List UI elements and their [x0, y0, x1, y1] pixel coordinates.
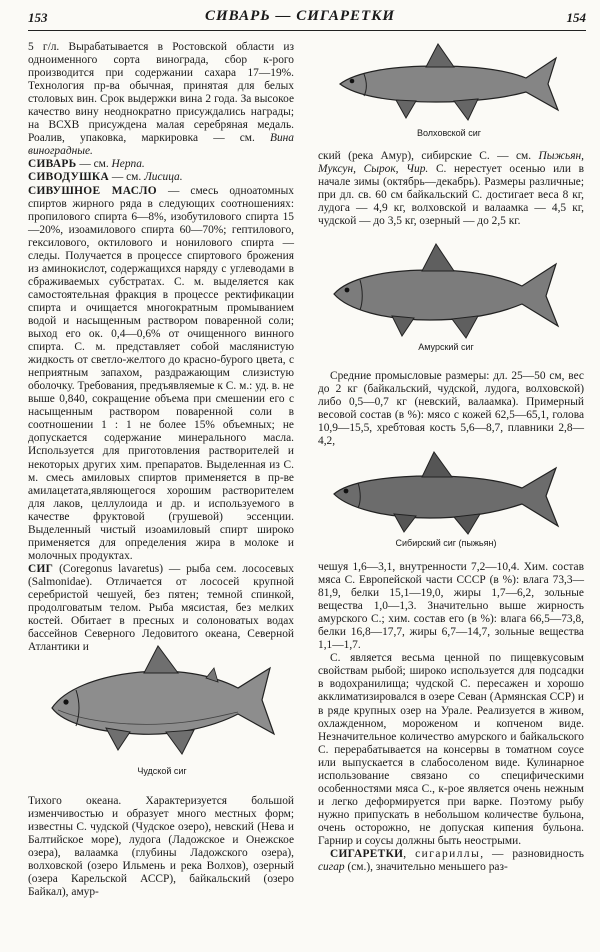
left-column-bottom [28, 795, 294, 899]
entry-sivushnoe-maslo: СИВУШНОЕ МАСЛО — смесь одноатомных спиртов жирного ряда в следующих соотношениях: пропилового спирта 6—8%, изобутилового спирта 15—20%, изоамилового спирта 60—70%; гептилового, гексилового, октилового и нонилового спирта — следы. Получается в процессе спиртового брожения из аминокислот, содержащихся наряду с углеводами в сбраживаемых субстратах. С. м. выделяется как самостоятельная фракция в процессе ректификации спирта и очищается многократным промыванием водой и насыщенным раствором поваренной соли; выход его ок. 0,4—0,6% от очищенного винного спирта. С. м. представляет собой маслянистую жидкость от светло-желтого до красно-бурого цвета, с неприятным запахом, раздражающим слизистую оболочку. Требования, предъявляемые к С. м.: уд. в. не выше 0,840, сокращение объема при смешении его с насыщенным раствором поваренной соли в соотношении 1 : 1 не более 15% объемных; не допускается содержание минерального масла. Используется для приготовления растворителей и некоторых других хим. препаратов. Выделенная из С. м. смесь амиловых спиртов применяется в пр-ве амилацетата,являющегося хорошим растворителем для лаков, целлулоида и др. и используемого в качестве фруктовой (грушевой) эссенции. Выделенный чистый изоамиловый спирт широко применяется для определения жира в молоке и молочных продуктах. [28, 184, 294, 562]
entry-continuation: 5 г/л. Вырабатывается в Ростовской области из одноименного сорта винограда, сбор к-рого производится при содержании сахара 17—19%. Технология пр-ва обычная, принятая для белых столовых вин. Срок выдержки вина 2 года. За высокое качество вину неоднократно присуждались награды; на ВСХВ присуждена малая серебряная медаль. Роалив, упаковка, маркировка — см. Вина виноградные. [28, 41, 294, 158]
entry-sig-continued: Тихого океана. Характеризуется большой изменчивостью и образует много местных форм; известны С. чудской (Чудское озеро), невский (Нева и Балтийское море), лудога (Ладожское и Онежское озера), валаамка (глубины Ладожского озера), волховской (озеро Ильмень и река Волхов), озерный (озера Карельской АССР), байкальский (озеро Байкал), амур- [28, 795, 294, 899]
running-title: СИВАРЬ — СИГАРЕТКИ [204, 8, 396, 24]
right-column-text-2 [318, 370, 584, 448]
figure-caption-volkhovskoy: Волховской сиг [416, 128, 482, 138]
entry-sig: СИГ (Coregonus lavaretus) — рыба сем. лососевых (Salmonidae). Отличается от лососей крупной серебристой чешуей, без пятен; темной спинкой, продолговатым телом. Рыба мясистая, без мелких костей. Обитает в пресных и солоноватых водах бассейнов Северного Ледовитого океана, Северной Атлантики и [28, 562, 294, 654]
right-column-text-3 [318, 561, 584, 874]
cross-ref-siberian-forms[interactable]: Пыжьян, Муксун, Сырок, Чир. [318, 150, 584, 176]
fish-illustration-amursky [330, 240, 562, 340]
entry-sivar: СИВАРЬ — см. Нерпа. [28, 158, 145, 171]
entry-sig-sizes: Средние промысловые размеры: дл. 25—50 см, вес до 2 кг (байкальский, чудской, лудога, волховской) либо 0,5—0,7 кг (невский, валаамка). Примерный весовой состав (в %): мясо с кожей 62,5—65,1, голова 10,9—15,5, хребтовая кость 5,6—8,7, плавники 2,8—4,2, [318, 370, 584, 448]
figure-sibirsky-sig [330, 448, 562, 552]
headword-sivar: СИВАРЬ [28, 158, 77, 171]
fish-illustration-sibirsky [330, 448, 562, 536]
page-header [0, 6, 600, 28]
term-sigarilly: сигариллы [415, 848, 481, 861]
figure-caption-sibirsky: Сибирский сиг (пыжьян) [395, 538, 497, 548]
fish-illustration-chudskoy [46, 640, 278, 764]
left-column [28, 41, 294, 654]
figure-amursky-sig [330, 240, 562, 358]
headword-sig: СИГ [28, 562, 54, 575]
entry-sig-usage: С. является весьма ценной по пищевкусовым свойствам рыбой; широко используется для подсадки в водохранилища; чудской С. пересажен и хорошо акклиматизировался в озере Севан (Армянская ССР) и в ряде крупных озер на Урале. Реализуется в живом, охлажденном, мороженом и копченом виде. Незначительное количество амурского и байкальского С. перерабатывается на консервы в томатном соусе или выпускается в слабосоленом виде. Кулинарное использование связано со специфическими особенностями мяса С., к-рое является очень нежным и легко деформируется при варке. Поэтому рыбу нужно припускать в небольшом количестве бульона, очень осторожно, не допуская кипения бульона. Гарнир и соусы должны быть неострыми. [318, 652, 584, 847]
cross-ref-nerpa[interactable]: Нерпа. [111, 158, 145, 171]
entry-sigaretki: СИГАРЕТКИ, сигариллы, — разновидность сигар (см.), значительно меньшего раз- [318, 848, 584, 874]
entry-sig-forms: ский (река Амур), сибирские С. — см. Пыжьян, Муксун, Сырок, Чир. С. нерестует осенью или в начале зимы (октябрь—декабрь). Размеры различные; при дл. св. 60 см байкальский С. достигает веса 8 кг, лудога — 4,9 кг, волховской и валаамка — 4,5 кг, чудской — до 3,5 кг, озерный — до 2,5 кг. [318, 150, 584, 228]
header-rule [28, 30, 586, 31]
cross-ref-sigary[interactable]: сигар [318, 861, 345, 874]
figure-caption-amursky: Амурский сиг [418, 342, 474, 352]
figure-caption-chudskoy: Чудской сиг [137, 766, 187, 776]
figure-chudskoy-sig [46, 640, 278, 782]
headword-sivodushka: СИВОДУШКА [28, 171, 110, 184]
fish-illustration-volkhovskoy [336, 40, 562, 126]
entry-sig-composition: чешуя 1,6—3,1, внутренности 7,2—10,4. Хим. состав мяса С. Европейской части СССР (в %): влага 73,3—81,9, белки 15,1—19,0, жиры 1,7—6,2, зольные вещества 1,0—1,3. Значительно выше жирность амурского С.; хим. состав его (в %): влага 66,5—73,8, белки 16,8—17,7, жиры 6,7—14,7, зольные вещества 1,1—1,7. [318, 561, 584, 652]
page-number-right: 154 [566, 10, 586, 25]
right-column-text-1 [318, 150, 584, 228]
headword-sigaretki: СИГАРЕТКИ [330, 848, 404, 861]
figure-volkhovskoy-sig [336, 40, 562, 144]
page-number-left: 153 [28, 10, 48, 25]
entry-sivodushka: СИВОДУШКА — см. Лисица. [28, 171, 183, 184]
cross-ref-lisitsa[interactable]: Лисица. [144, 171, 183, 184]
headword-sivushnoe-maslo: СИВУШНОЕ МАСЛО [28, 184, 157, 197]
